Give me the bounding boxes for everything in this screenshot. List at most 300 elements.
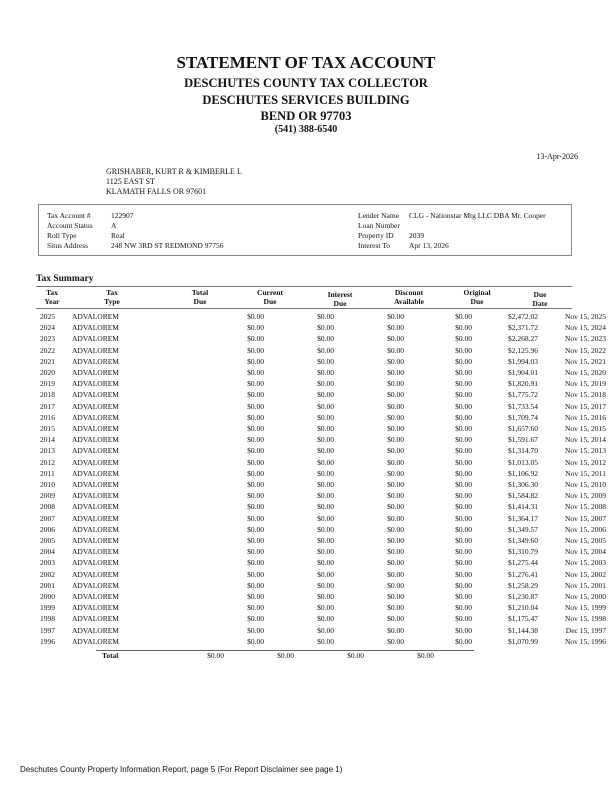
cell-interest-due: $0.00: [387, 435, 404, 445]
cell-tax-type: ADVALOREM: [72, 435, 119, 445]
city-line: BEND OR 97703: [260, 109, 352, 123]
cell-total-due: $0.00: [247, 513, 264, 523]
cell-due-date: Nov 15, 2015: [564, 424, 606, 434]
cell-total-due: $0.00: [247, 424, 264, 434]
cell-total-due: $0.00: [247, 379, 264, 389]
cell-discount-available: $0.00: [455, 592, 472, 602]
cell-due-date: Nov 15, 2024: [564, 323, 606, 333]
cell-original-due: $1,364.17: [508, 513, 538, 523]
situs-address-value: 248 NW 3RD ST REDMOND 97756: [111, 241, 224, 250]
cell-discount-available: $0.00: [455, 424, 472, 434]
cell-original-due: $1,310.79: [508, 547, 538, 557]
cell-discount-available: $0.00: [455, 625, 472, 635]
cell-discount-available: $0.00: [455, 513, 472, 523]
cell-tax-year: 2011: [40, 468, 55, 478]
cell-current-due: $0.00: [317, 446, 334, 456]
col-header-line2: Year: [44, 297, 60, 306]
cell-due-date: Nov 15, 2005: [564, 536, 606, 546]
tax-summary-title: Tax Summary: [36, 274, 94, 284]
cell-tax-type: ADVALOREM: [72, 379, 119, 389]
col-header-line1: Discount: [394, 288, 424, 297]
cell-current-due: $0.00: [317, 513, 334, 523]
cell-due-date: Nov 15, 2000: [564, 592, 606, 602]
roll-type-value: Real: [111, 231, 125, 240]
cell-original-due: $1,775.72: [508, 390, 538, 400]
cell-interest-due: $0.00: [387, 603, 404, 613]
cell-total-due: $0.00: [247, 312, 264, 321]
total-label: Total: [102, 651, 119, 660]
cell-current-due: $0.00: [317, 334, 334, 344]
table-row: [36, 602, 606, 613]
table-row: [36, 490, 606, 501]
cell-total-due: $0.00: [247, 569, 264, 579]
cell-interest-due: $0.00: [387, 457, 404, 467]
cell-current-due: $0.00: [317, 457, 334, 467]
cell-tax-year: 2020: [40, 368, 55, 378]
cell-discount-available: $0.00: [455, 334, 472, 344]
cell-total-due: $0.00: [247, 524, 264, 534]
cell-original-due: $1,584.82: [508, 491, 538, 501]
cell-tax-type: ADVALOREM: [72, 480, 119, 490]
cell-due-date: Nov 15, 2004: [564, 547, 606, 557]
cell-original-due: $1,709.74: [508, 412, 538, 422]
cell-due-date: Nov 15, 2008: [564, 502, 606, 512]
cell-discount-available: $0.00: [455, 435, 472, 445]
table-row: [36, 322, 606, 333]
roll-type-label: Roll Type: [47, 231, 77, 240]
col-header-discount-available: [382, 288, 436, 306]
cell-tax-year: 2000: [40, 592, 55, 602]
tax-account-value: 122907: [111, 211, 134, 220]
cell-total-due: $0.00: [247, 480, 264, 490]
interest-to-label: Interest To: [358, 241, 391, 250]
cell-interest-due: $0.00: [387, 592, 404, 602]
cell-due-date: Nov 15, 1996: [564, 636, 606, 646]
cell-total-due: $0.00: [247, 502, 264, 512]
cell-due-date: Nov 15, 2017: [564, 401, 606, 411]
cell-total-due: $0.00: [247, 390, 264, 400]
table-row: [36, 468, 606, 479]
cell-total-due: $0.00: [247, 368, 264, 378]
table-row: [36, 423, 606, 434]
cell-interest-due: $0.00: [387, 401, 404, 411]
cell-current-due: $0.00: [317, 558, 334, 568]
table-row: [36, 333, 606, 344]
cell-due-date: Dec 15, 1997: [565, 625, 606, 635]
cell-discount-available: $0.00: [455, 491, 472, 501]
cell-original-due: $1,276.41: [508, 569, 538, 579]
cell-tax-type: ADVALOREM: [72, 524, 119, 534]
cell-due-date: Nov 15, 1999: [564, 603, 606, 613]
col-header-line2: Available: [394, 297, 424, 306]
owner-street: 1125 EAST ST: [106, 177, 155, 186]
cell-interest-due: $0.00: [387, 513, 404, 523]
cell-current-due: $0.00: [317, 580, 334, 590]
cell-tax-type: ADVALOREM: [72, 547, 119, 557]
cell-due-date: Nov 15, 2009: [564, 491, 606, 501]
cell-discount-available: $0.00: [455, 401, 472, 411]
table-row: [36, 445, 606, 456]
cell-interest-due: $0.00: [387, 312, 404, 321]
cell-original-due: $1,210.04: [508, 603, 538, 613]
cell-due-date: Nov 15, 2002: [564, 569, 606, 579]
cell-total-due: $0.00: [247, 536, 264, 546]
col-header-line1: Tax: [106, 288, 118, 297]
cell-tax-year: 2014: [40, 435, 55, 445]
cell-tax-year: 2017: [40, 401, 55, 411]
cell-tax-type: ADVALOREM: [72, 592, 119, 602]
cell-discount-available: $0.00: [455, 468, 472, 478]
cell-interest-due: $0.00: [387, 446, 404, 456]
cell-original-due: $1,820.91: [508, 379, 538, 389]
table-row: [36, 569, 606, 580]
cell-interest-due: $0.00: [387, 468, 404, 478]
cell-discount-available: $0.00: [455, 603, 472, 613]
cell-total-due: $0.00: [247, 547, 264, 557]
col-header-line2: Type: [104, 297, 120, 306]
cell-current-due: $0.00: [317, 368, 334, 378]
col-header-line1: Interest: [327, 290, 353, 299]
cell-discount-available: $0.00: [455, 390, 472, 400]
table-row: [36, 434, 606, 445]
cell-current-due: $0.00: [317, 592, 334, 602]
cell-current-due: $0.00: [317, 401, 334, 411]
cell-total-due: $0.00: [247, 468, 264, 478]
cell-original-due: $1,306.30: [508, 480, 538, 490]
cell-original-due: $2,268.27: [508, 334, 538, 344]
cell-tax-type: ADVALOREM: [72, 424, 119, 434]
cell-current-due: $0.00: [317, 491, 334, 501]
owner-city: KLAMATH FALLS OR 97601: [106, 187, 207, 196]
cell-current-due: $0.00: [317, 569, 334, 579]
cell-tax-year: 2001: [40, 580, 55, 590]
cell-discount-available: $0.00: [455, 524, 472, 534]
cell-original-due: $1,904.01: [508, 368, 538, 378]
cell-tax-type: ADVALOREM: [72, 580, 119, 590]
cell-current-due: $0.00: [317, 536, 334, 546]
cell-current-due: $0.00: [317, 412, 334, 422]
cell-tax-year: 2018: [40, 390, 55, 400]
cell-total-due: $0.00: [247, 636, 264, 646]
cell-total-due: $0.00: [247, 345, 264, 355]
cell-total-due: $0.00: [247, 625, 264, 635]
cell-interest-due: $0.00: [387, 524, 404, 534]
table-row: [36, 378, 606, 389]
cell-original-due: $1,733.54: [508, 401, 538, 411]
cell-tax-type: ADVALOREM: [72, 323, 119, 333]
table-row: [36, 389, 606, 400]
interest-to-value: Apr 13, 2026: [409, 241, 449, 250]
cell-discount-available: $0.00: [455, 412, 472, 422]
cell-current-due: $0.00: [317, 625, 334, 635]
table-row: [36, 412, 606, 423]
cell-due-date: Nov 15, 2022: [564, 345, 606, 355]
cell-discount-available: $0.00: [455, 356, 472, 366]
cell-due-date: Nov 15, 2014: [564, 435, 606, 445]
cell-current-due: $0.00: [317, 390, 334, 400]
cell-discount-available: $0.00: [455, 614, 472, 624]
cell-discount-available: $0.00: [455, 580, 472, 590]
cell-tax-year: 2025: [40, 312, 55, 321]
cell-discount-available: $0.00: [455, 323, 472, 333]
cell-discount-available: $0.00: [455, 312, 472, 321]
cell-tax-type: ADVALOREM: [72, 603, 119, 613]
cell-total-due: $0.00: [247, 580, 264, 590]
cell-interest-due: $0.00: [387, 636, 404, 646]
cell-current-due: $0.00: [317, 468, 334, 478]
cell-tax-year: 2004: [40, 547, 55, 557]
table-row: [36, 591, 606, 602]
phone-number: (541) 388-6540: [274, 124, 338, 135]
col-header-line2: Date: [532, 299, 548, 308]
col-header-line2: Due: [263, 297, 277, 306]
cell-original-due: $1,657.60: [508, 424, 538, 434]
cell-tax-type: ADVALOREM: [72, 446, 119, 456]
table-row: [36, 613, 606, 624]
cell-original-due: $1,070.99: [508, 636, 538, 646]
property-id-value: 2039: [409, 231, 424, 240]
col-header-line1: Total: [191, 288, 209, 297]
cell-interest-due: $0.00: [387, 547, 404, 557]
table-row: [36, 524, 606, 535]
table-row: [36, 557, 606, 568]
cell-tax-year: 2022: [40, 345, 55, 355]
owner-address-block: [106, 167, 242, 197]
cell-total-due: $0.00: [247, 446, 264, 456]
cell-total-due: $0.00: [247, 435, 264, 445]
cell-original-due: $1,349.57: [508, 524, 538, 534]
cell-tax-year: 2006: [40, 524, 55, 534]
cell-current-due: $0.00: [317, 424, 334, 434]
table-row: [36, 367, 606, 378]
account-status-value: A: [111, 221, 117, 230]
cell-original-due: $1,314.70: [508, 446, 538, 456]
tax-summary-table: [36, 311, 606, 647]
cell-due-date: Nov 15, 2016: [564, 412, 606, 422]
table-row: [36, 625, 606, 636]
cell-tax-type: ADVALOREM: [72, 614, 119, 624]
cell-tax-type: ADVALOREM: [72, 390, 119, 400]
building-name: DESCHUTES SERVICES BUILDING: [202, 93, 410, 107]
collector-name: DESCHUTES COUNTY TAX COLLECTOR: [184, 76, 428, 90]
col-header-line2: Due: [333, 299, 347, 308]
cell-total-due: $0.00: [247, 412, 264, 422]
table-row: [36, 401, 606, 412]
cell-discount-available: $0.00: [455, 502, 472, 512]
cell-due-date: Nov 15, 2012: [564, 457, 606, 467]
table-row: [36, 311, 606, 322]
cell-interest-due: $0.00: [387, 625, 404, 635]
cell-tax-type: ADVALOREM: [72, 636, 119, 646]
account-info-box: [38, 204, 572, 256]
cell-interest-due: $0.00: [387, 356, 404, 366]
cell-due-date: Nov 15, 2013: [564, 446, 606, 456]
cell-tax-year: 2003: [40, 558, 55, 568]
cell-tax-year: 2021: [40, 356, 55, 366]
situs-address-label: Situs Address: [47, 241, 89, 250]
cell-current-due: $0.00: [317, 356, 334, 366]
cell-due-date: Nov 15, 2006: [564, 524, 606, 534]
cell-total-due: $0.00: [247, 457, 264, 467]
cell-due-date: Nov 15, 2025: [564, 312, 606, 321]
cell-current-due: $0.00: [317, 323, 334, 333]
cell-due-date: Nov 15, 2019: [564, 379, 606, 389]
table-row: [36, 345, 606, 356]
cell-interest-due: $0.00: [387, 569, 404, 579]
cell-due-date: Nov 15, 1998: [564, 614, 606, 624]
cell-tax-year: 2024: [40, 323, 55, 333]
table-row: [36, 501, 606, 512]
cell-interest-due: $0.00: [387, 580, 404, 590]
col-header-line1: Due: [533, 290, 547, 299]
cell-discount-available: $0.00: [455, 368, 472, 378]
cell-current-due: $0.00: [317, 603, 334, 613]
col-header-tax-year: [36, 288, 68, 306]
cell-discount-available: $0.00: [455, 536, 472, 546]
cell-interest-due: $0.00: [387, 614, 404, 624]
table-row: [36, 580, 606, 591]
cell-original-due: $1,994.03: [508, 356, 538, 366]
property-id-label: Property ID: [358, 231, 394, 240]
cell-original-due: $1,230.87: [508, 592, 538, 602]
cell-tax-year: 2019: [40, 379, 55, 389]
statement-title: STATEMENT OF TAX ACCOUNT: [176, 53, 436, 72]
cell-current-due: $0.00: [317, 312, 334, 321]
cell-interest-due: $0.00: [387, 390, 404, 400]
cell-tax-year: 2012: [40, 457, 55, 467]
cell-tax-year: 2002: [40, 569, 55, 579]
cell-tax-type: ADVALOREM: [72, 312, 119, 321]
cell-current-due: $0.00: [317, 480, 334, 490]
col-header-line1: Tax: [46, 288, 58, 297]
cell-current-due: $0.00: [317, 524, 334, 534]
cell-original-due: $1,258.29: [508, 580, 538, 590]
cell-current-due: $0.00: [317, 614, 334, 624]
cell-total-due: $0.00: [247, 558, 264, 568]
owner-name: GRISHABER, KURT R & KIMBERLE L: [106, 167, 242, 176]
cell-original-due: $1,106.92: [508, 468, 538, 478]
cell-original-due: $1,591.67: [508, 435, 538, 445]
cell-original-due: $2,472.02: [508, 312, 538, 321]
cell-interest-due: $0.00: [387, 491, 404, 501]
table-row: [36, 356, 606, 367]
cell-interest-due: $0.00: [387, 412, 404, 422]
cell-current-due: $0.00: [317, 435, 334, 445]
cell-tax-year: 2009: [40, 491, 55, 501]
cell-interest-due: $0.00: [387, 334, 404, 344]
cell-current-due: $0.00: [317, 502, 334, 512]
cell-tax-year: 1998: [40, 614, 55, 624]
cell-discount-available: $0.00: [455, 480, 472, 490]
cell-interest-due: $0.00: [387, 502, 404, 512]
cell-tax-year: 2010: [40, 480, 55, 490]
cell-due-date: Nov 15, 2003: [564, 558, 606, 568]
cell-tax-type: ADVALOREM: [72, 513, 119, 523]
cell-tax-type: ADVALOREM: [72, 401, 119, 411]
cell-tax-year: 2013: [40, 446, 55, 456]
cell-interest-due: $0.00: [387, 323, 404, 333]
cell-original-due: $2,125.96: [508, 345, 538, 355]
cell-discount-available: $0.00: [455, 569, 472, 579]
table-row: [36, 535, 606, 546]
col-header-total-due: [176, 288, 224, 306]
table-row: [36, 479, 606, 490]
total-interest-due: $0.00: [347, 651, 364, 660]
col-header-line1: Current: [256, 288, 284, 297]
cell-current-due: $0.00: [317, 547, 334, 557]
cell-interest-due: $0.00: [387, 536, 404, 546]
cell-total-due: $0.00: [247, 356, 264, 366]
cell-due-date: Nov 15, 2021: [564, 356, 606, 366]
cell-discount-available: $0.00: [455, 345, 472, 355]
cell-total-due: $0.00: [247, 603, 264, 613]
tax-summary-top-rule: [36, 286, 572, 287]
cell-tax-type: ADVALOREM: [72, 468, 119, 478]
cell-tax-year: 1996: [40, 636, 55, 646]
cell-tax-year: 2008: [40, 502, 55, 512]
cell-tax-type: ADVALOREM: [72, 502, 119, 512]
lender-label: Lender Name: [358, 211, 400, 220]
lender-value: CLG - Nationstar Mtg LLC DBA Mr. Cooper: [409, 211, 546, 220]
cell-original-due: $1,175.47: [508, 614, 538, 624]
cell-discount-available: $0.00: [455, 636, 472, 646]
cell-tax-year: 2007: [40, 513, 55, 523]
cell-current-due: $0.00: [317, 636, 334, 646]
col-header-line1: Original: [463, 288, 491, 297]
cell-tax-type: ADVALOREM: [72, 491, 119, 501]
cell-tax-type: ADVALOREM: [72, 345, 119, 355]
cell-total-due: $0.00: [247, 401, 264, 411]
cell-discount-available: $0.00: [455, 379, 472, 389]
cell-due-date: Nov 15, 2001: [564, 580, 606, 590]
col-header-line2: Due: [470, 297, 484, 306]
cell-tax-year: 2023: [40, 334, 55, 344]
table-row: [36, 513, 606, 524]
cell-tax-year: 2016: [40, 412, 55, 422]
cell-due-date: Nov 15, 2018: [564, 390, 606, 400]
cell-original-due: $1,275.44: [508, 558, 538, 568]
loan-number-label: Loan Number: [358, 221, 400, 230]
cell-interest-due: $0.00: [387, 379, 404, 389]
cell-tax-type: ADVALOREM: [72, 558, 119, 568]
col-header-due-date: [516, 290, 564, 308]
total-total-due: $0.00: [207, 651, 224, 660]
cell-current-due: $0.00: [317, 379, 334, 389]
account-status-label: Account Status: [47, 221, 93, 230]
cell-discount-available: $0.00: [455, 457, 472, 467]
cell-discount-available: $0.00: [455, 446, 472, 456]
cell-original-due: $1,349.60: [508, 536, 538, 546]
cell-total-due: $0.00: [247, 491, 264, 501]
cell-due-date: Nov 15, 2023: [564, 334, 606, 344]
cell-due-date: Nov 15, 2020: [564, 368, 606, 378]
cell-due-date: Nov 15, 2007: [564, 513, 606, 523]
cell-original-due: $1,144.38: [508, 625, 538, 635]
col-header-original-due: [452, 288, 502, 306]
col-header-current-due: [246, 288, 294, 306]
cell-total-due: $0.00: [247, 592, 264, 602]
cell-original-due: $1,013.05: [508, 457, 538, 467]
col-header-line2: Due: [193, 297, 207, 306]
cell-total-due: $0.00: [247, 323, 264, 333]
cell-tax-year: 1997: [40, 625, 55, 635]
cell-interest-due: $0.00: [387, 480, 404, 490]
cell-total-due: $0.00: [247, 614, 264, 624]
cell-tax-type: ADVALOREM: [72, 412, 119, 422]
cell-total-due: $0.00: [247, 334, 264, 344]
total-current-due: $0.00: [277, 651, 294, 660]
cell-tax-type: ADVALOREM: [72, 368, 119, 378]
